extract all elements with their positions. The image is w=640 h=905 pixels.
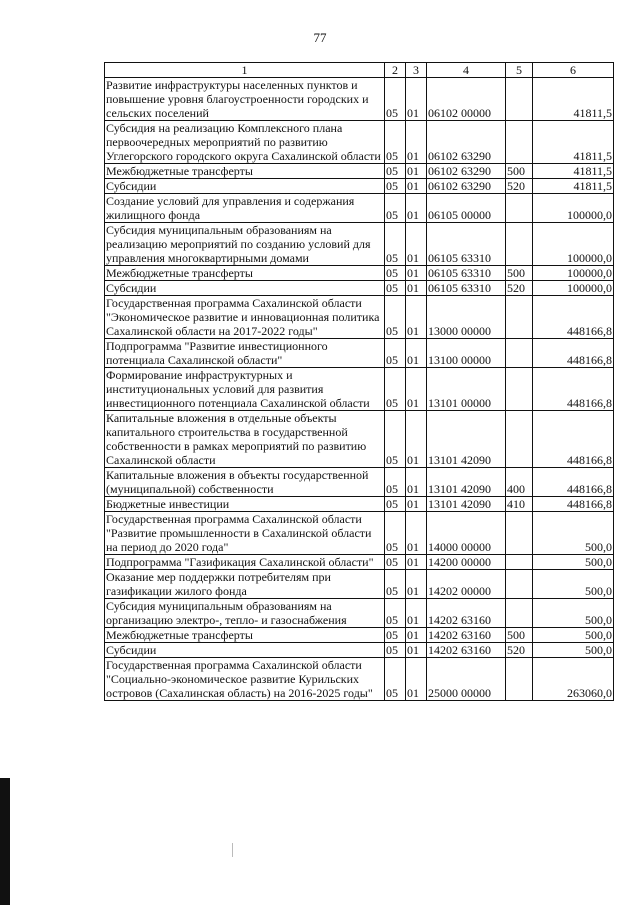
row-name: Субсидии [105,179,385,194]
table-row [105,223,614,266]
row-expense-type [506,339,533,368]
row-expense-type [506,296,533,339]
row-subsection: 01 [406,643,427,658]
row-expense-type [506,555,533,570]
row-name: Субсидии [105,643,385,658]
row-name: Оказание мер поддержки потребителям при газификации жилого фонда [105,570,385,599]
row-amount: 500,0 [533,643,614,658]
row-amount: 100000,0 [533,266,614,281]
row-section: 05 [385,599,406,628]
row-amount: 41811,5 [533,78,614,121]
table-row [105,164,614,179]
row-subsection: 01 [406,296,427,339]
row-amount: 100000,0 [533,194,614,223]
row-name: Субсидии [105,281,385,296]
row-amount: 263060,0 [533,658,614,701]
row-name: Развитие инфраструктуры населенных пунктов и повышение уровня благоустроенности городских и сельских поселений [105,78,385,121]
row-subsection: 01 [406,179,427,194]
row-target-item: 13101 42090 [427,497,506,512]
row-name: Субсидия на реализацию Комплексного плана первоочередных мероприятий по развитию Углегорского городского округа Сахалинской области [105,121,385,164]
row-amount: 448166,8 [533,497,614,512]
row-expense-type [506,368,533,411]
row-subsection: 01 [406,658,427,701]
row-target-item: 06102 00000 [427,78,506,121]
row-section: 05 [385,223,406,266]
row-target-item: 06102 63290 [427,121,506,164]
row-section: 05 [385,628,406,643]
row-amount: 500,0 [533,570,614,599]
row-target-item: 25000 00000 [427,658,506,701]
row-subsection: 01 [406,78,427,121]
row-name: Межбюджетные трансферты [105,266,385,281]
row-expense-type [506,512,533,555]
table-row [105,599,614,628]
table-row [105,570,614,599]
row-target-item: 06105 00000 [427,194,506,223]
row-target-item: 06105 63310 [427,281,506,296]
row-expense-type: 410 [506,497,533,512]
row-subsection: 01 [406,599,427,628]
row-name: Капитальные вложения в отдельные объекты капитального строительства в государственной собственности в рамках мероприятий по развитию Сахалинской области [105,411,385,468]
row-subsection: 01 [406,555,427,570]
row-name: Государственная программа Сахалинской области "Социально-экономическое развитие Курильских островов (Сахалинская область) на 2016-2025 годы" [105,658,385,701]
row-expense-type [506,194,533,223]
row-expense-type [506,223,533,266]
table-row [105,643,614,658]
table-row [105,468,614,497]
table-row [105,296,614,339]
row-name: Межбюджетные трансферты [105,628,385,643]
row-name: Создание условий для управления и содержания жилищного фонда [105,194,385,223]
header-cell-expense-type: 5 [506,63,533,78]
row-target-item: 06105 63310 [427,266,506,281]
budget-table [104,62,614,701]
row-section: 05 [385,339,406,368]
row-expense-type: 520 [506,643,533,658]
row-amount: 500,0 [533,555,614,570]
header-row [105,63,614,78]
row-target-item: 13100 00000 [427,339,506,368]
row-expense-type [506,121,533,164]
row-target-item: 06105 63310 [427,223,506,266]
row-target-item: 13101 42090 [427,411,506,468]
header-cell-subsection: 3 [406,63,427,78]
row-section: 05 [385,281,406,296]
row-name: Межбюджетные трансферты [105,164,385,179]
row-expense-type: 520 [506,179,533,194]
page-number: 77 [313,30,327,45]
row-section: 05 [385,643,406,658]
row-target-item: 06102 63290 [427,164,506,179]
row-expense-type [506,658,533,701]
row-name: Подпрограмма "Развитие инвестиционного потенциала Сахалинской области" [105,339,385,368]
row-subsection: 01 [406,194,427,223]
row-section: 05 [385,512,406,555]
row-section: 05 [385,368,406,411]
row-name: Государственная программа Сахалинской области "Развитие промышленности в Сахалинской области на период до 2020 года" [105,512,385,555]
row-subsection: 01 [406,411,427,468]
row-target-item: 06102 63290 [427,179,506,194]
table-row [105,628,614,643]
row-subsection: 01 [406,628,427,643]
row-name: Субсидия муниципальным образованиям на организацию электро-, тепло- и газоснабжения [105,599,385,628]
header-cell-amount: 6 [533,63,614,78]
row-expense-type [506,411,533,468]
row-section: 05 [385,497,406,512]
row-expense-type [506,599,533,628]
row-expense-type: 520 [506,281,533,296]
row-expense-type: 500 [506,266,533,281]
header-cell-name: 1 [105,63,385,78]
row-amount: 500,0 [533,599,614,628]
row-target-item: 14202 63160 [427,643,506,658]
row-subsection: 01 [406,339,427,368]
scan-speck [232,843,233,857]
table-row [105,339,614,368]
row-amount: 100000,0 [533,223,614,266]
table-row [105,368,614,411]
row-amount: 500,0 [533,512,614,555]
header-cell-target-item: 4 [427,63,506,78]
row-target-item: 14200 00000 [427,555,506,570]
header-cell-section: 2 [385,63,406,78]
row-expense-type [506,570,533,599]
row-target-item: 13000 00000 [427,296,506,339]
row-amount: 41811,5 [533,179,614,194]
row-name: Формирование инфраструктурных и институциональных условий для развития инвестиционного потенциала Сахалинской области [105,368,385,411]
row-amount: 41811,5 [533,121,614,164]
row-subsection: 01 [406,368,427,411]
table-row [105,555,614,570]
row-expense-type: 400 [506,468,533,497]
row-amount: 100000,0 [533,281,614,296]
row-section: 05 [385,570,406,599]
row-subsection: 01 [406,121,427,164]
row-section: 05 [385,411,406,468]
row-name: Субсидия муниципальным образованиям на реализацию мероприятий по созданию условий для управления многоквартирными домами [105,223,385,266]
row-subsection: 01 [406,512,427,555]
table-row [105,121,614,164]
row-subsection: 01 [406,281,427,296]
table-row [105,512,614,555]
row-target-item: 14202 00000 [427,570,506,599]
row-section: 05 [385,468,406,497]
table-row [105,497,614,512]
row-subsection: 01 [406,570,427,599]
row-name: Капитальные вложения в объекты государственной (муниципальной) собственности [105,468,385,497]
row-expense-type [506,78,533,121]
row-section: 05 [385,179,406,194]
table-row [105,266,614,281]
row-section: 05 [385,555,406,570]
row-expense-type: 500 [506,628,533,643]
row-name: Подпрограмма "Газификация Сахалинской области" [105,555,385,570]
row-subsection: 01 [406,497,427,512]
row-target-item: 13101 42090 [427,468,506,497]
scan-edge-shadow [0,778,10,905]
row-subsection: 01 [406,468,427,497]
row-amount: 41811,5 [533,164,614,179]
row-expense-type: 500 [506,164,533,179]
row-section: 05 [385,296,406,339]
row-section: 05 [385,658,406,701]
table-row [105,179,614,194]
row-name: Государственная программа Сахалинской области "Экономическое развитие и инновационная политика Сахалинской области на 2017-2022 годы" [105,296,385,339]
row-section: 05 [385,121,406,164]
row-amount: 448166,8 [533,411,614,468]
row-name: Бюджетные инвестиции [105,497,385,512]
row-subsection: 01 [406,164,427,179]
row-subsection: 01 [406,223,427,266]
row-amount: 448166,8 [533,368,614,411]
table-row [105,411,614,468]
row-target-item: 13101 00000 [427,368,506,411]
row-amount: 448166,8 [533,296,614,339]
row-target-item: 14202 63160 [427,599,506,628]
row-section: 05 [385,266,406,281]
row-section: 05 [385,164,406,179]
row-target-item: 14000 00000 [427,512,506,555]
row-amount: 448166,8 [533,468,614,497]
table-row [105,194,614,223]
row-subsection: 01 [406,266,427,281]
table-row [105,658,614,701]
row-amount: 448166,8 [533,339,614,368]
row-amount: 500,0 [533,628,614,643]
row-section: 05 [385,78,406,121]
row-target-item: 14202 63160 [427,628,506,643]
row-section: 05 [385,194,406,223]
table-row [105,78,614,121]
table-row [105,281,614,296]
